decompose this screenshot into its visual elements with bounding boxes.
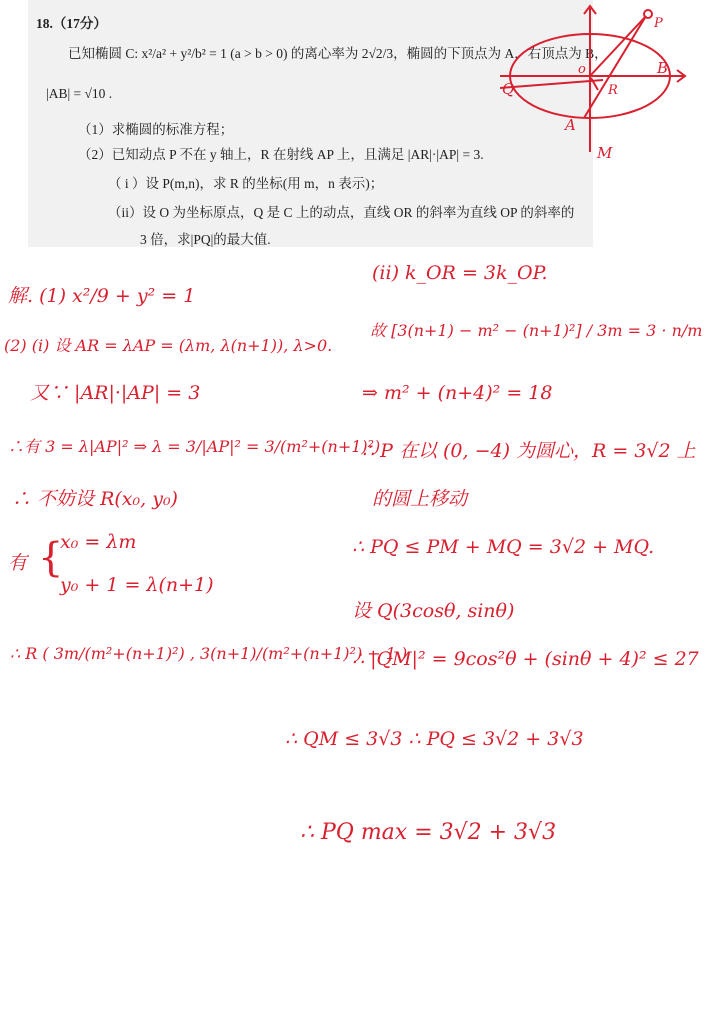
point-p: [644, 10, 652, 18]
label-o: o: [578, 62, 586, 77]
problem-line-1: 已知椭圆 C: x²/a² + y²/b² = 1 (a > b > 0) 的离心率为 2√2/3，椭圆的下顶点为 A，右顶点为 B，: [68, 46, 608, 61]
line-op: [590, 16, 646, 76]
label-a: A: [565, 116, 576, 134]
solution-condition: 又∵ |AR|·|AP| = 3: [30, 382, 201, 404]
line-ap: [584, 16, 646, 118]
problem-sub-2b: 3 倍，求|PQ|的最大值.: [140, 232, 271, 247]
solution-pq-bound: ∴ PQ ≤ PM + MQ = 3√2 + MQ.: [352, 536, 655, 558]
problem-line-2: |AB| = √10 .: [46, 86, 113, 101]
label-q: Q: [502, 80, 515, 98]
label-p: P: [654, 16, 663, 31]
line-q: [500, 80, 603, 88]
problem-sub-2a: （ii）设 O 为坐标原点，Q 是 C 上的动点，直线 OR 的斜率为直线 OP 的斜率的: [108, 205, 575, 220]
solution-q-param: 设 Q(3cosθ, sinθ): [352, 600, 515, 622]
problem-part-1: （1）求椭圆的标准方程；: [78, 122, 234, 137]
brace-symbol: {: [38, 535, 64, 581]
label-r: R: [608, 83, 618, 98]
solution-circle-center: ∴ P 在以 (0, −4) 为圆心，R = 3√2 上: [362, 440, 696, 462]
problem-sub-1: （ i ）设 P(m,n)，求 R 的坐标(用 m，n 表示)；: [108, 176, 384, 191]
solution-circle-move: 的圆上移动: [372, 488, 468, 510]
solution-circle-equation: ⇒ m² + (n+4)² = 18: [362, 382, 553, 404]
label-m: M: [597, 144, 613, 162]
solution-let-r: ∴ 不妨设 R(x₀, y₀): [12, 488, 178, 510]
problem-part-2: （2）已知动点 P 不在 y 轴上，R 在射线 AP 上，且满足 |AR|·|AP| = 3.: [78, 147, 484, 162]
solution-qm-bound: ∴ QM ≤ 3√3 ∴ PQ ≤ 3√2 + 3√3: [285, 728, 584, 750]
solution-slope-relation: (ii) k_OR = 3k_OP.: [372, 262, 548, 284]
solution-x0: x₀ = λm: [60, 531, 137, 553]
solution-qm-squared: ∴ |QM|² = 9cos²θ + (sinθ + 4)² ≤ 27: [352, 648, 699, 670]
solution-slope-equation: 故 [3(n+1) − m² − (n+1)²] / 3m = 3 · n/m: [370, 321, 703, 340]
label-b: B: [657, 59, 669, 77]
ellipse-sketch: [500, 0, 710, 165]
solution-r-coordinates: ∴ R ( 3m/(m²+(n+1)²) , 3(n+1)/(m²+(n+1)²) − 1 ): [10, 644, 408, 663]
solution-y0: y₀ + 1 = λ(n+1): [60, 574, 214, 596]
solution-has: 有: [8, 552, 28, 574]
solution-final-answer: ∴ PQ max = 3√2 + 3√3: [300, 820, 557, 845]
solution-part-1: 解. (1) x²/9 + y² = 1: [8, 285, 196, 307]
solution-lambda: ∴有 3 = λ|AP|² ⇒ λ = 3/|AP|² = 3/(m²+(n+1)²): [8, 437, 381, 456]
solution-2i-setup: (2) (i) 设 AR = λAP = (λm, λ(n+1)), λ>0.: [4, 336, 333, 355]
problem-header: 18.（17分）: [36, 16, 107, 31]
